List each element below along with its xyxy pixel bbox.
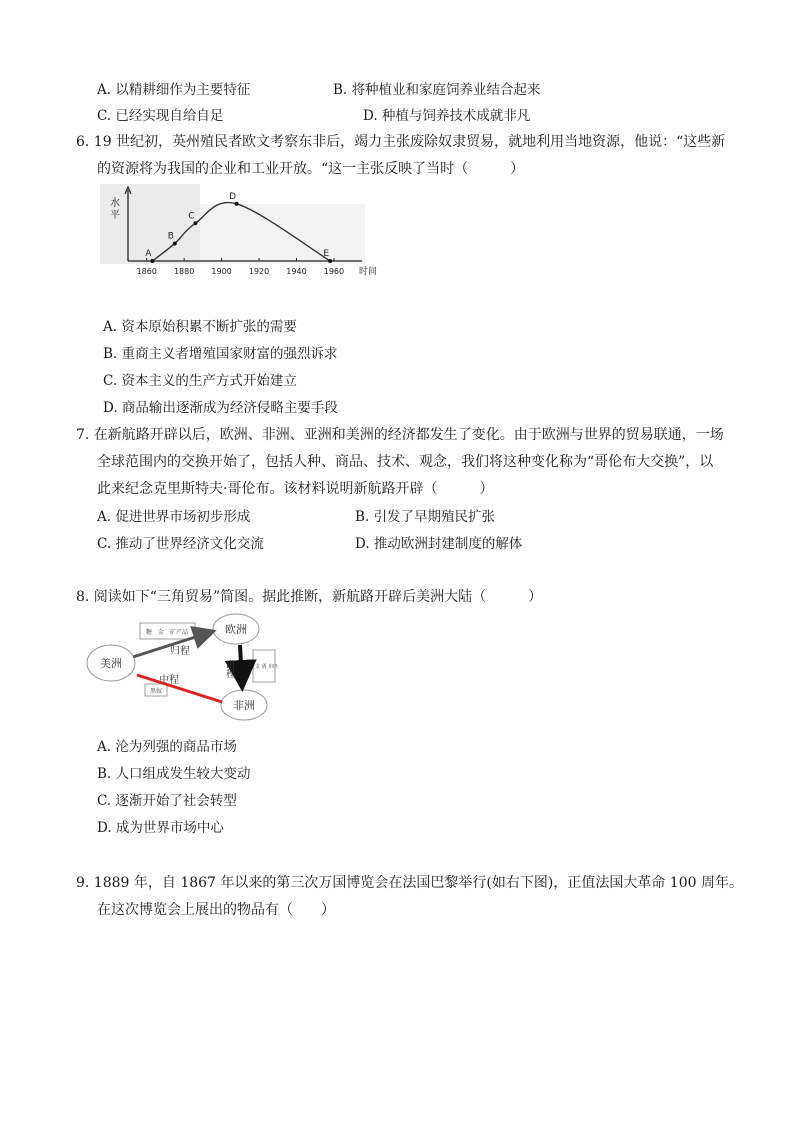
q8-option-a: A. 沦为列强的商品市场 [97, 739, 237, 755]
q5-option-d: D. 种植与饲养技术成就非凡 [363, 108, 531, 124]
q8-stem: 8. 阅读如下“三角贸易”简图。据此推断，新航路开辟后美洲大陆（ ） [76, 589, 543, 605]
cargo-to-africa: 枪支 酒 布匹 [249, 664, 279, 670]
triangle-trade-svg [85, 612, 285, 722]
chart-x-tick-label: 1960 [323, 267, 345, 276]
chart-xlabel: 时间 [359, 267, 378, 277]
q7-stem-line1: 7. 在新航路开辟以后，欧洲、非洲、亚洲和美洲的经济都发生了变化。由于欧洲与世界的贸易联通，一场 [76, 427, 724, 443]
q6-line-chart [100, 184, 378, 284]
q6-option-d: D. 商品输出逐渐成为经济侵略主要手段 [103, 400, 338, 416]
q5-option-b: B. 将种植业和家庭饲养业结合起来 [333, 82, 541, 98]
triangle-trade-diagram [85, 612, 285, 722]
q7-option-a: A. 促进世界市场初步形成 [97, 509, 251, 525]
q6-option-a: A. 资本原始积累不断扩张的需要 [103, 319, 297, 335]
chart-x-tick-label: 1920 [248, 267, 270, 276]
chart-shade-light [200, 204, 365, 264]
q7-option-d: D. 推动欧洲封建制度的解体 [355, 536, 523, 552]
chart-ylabel-char: 水 [110, 198, 120, 209]
chart-point-a [150, 259, 154, 263]
chart-point-b [173, 241, 177, 245]
chart-point-label-e: E [323, 249, 330, 259]
chart-x-tick-label: 1940 [286, 267, 307, 276]
q9-stem-line1: 9. 1889 年，自 1867 年以来的第三次万国博览会在法国巴黎举行(如右下图)，正值法国大革命 100 周年。 [76, 875, 743, 891]
q6-option-b: B. 重商主义者增殖国家财富的强烈诉求 [103, 346, 338, 362]
q7-stem-line3: 此来纪念克里斯特夫·哥伦布。该材料说明新航路开辟（ ） [97, 481, 494, 497]
q8-option-c: C. 逐渐开始了社会转型 [97, 793, 237, 809]
chart-point-label-b: B [167, 231, 174, 242]
label-outbound-leg: 出程 [224, 660, 234, 678]
chart-x-tick-label: 1880 [173, 267, 195, 276]
chart-point-c [193, 221, 197, 225]
label-return-leg: 归程 [170, 646, 190, 657]
label-europe: 欧洲 [225, 623, 247, 636]
q9-stem-line2: 在这次博览会上展出的物品有（ ） [97, 902, 335, 918]
label-middle-leg: 中程 [159, 675, 179, 686]
label-america: 美洲 [100, 657, 122, 670]
chart-point-label-d: D [229, 191, 237, 202]
q6-stem-line2: 的资源将为我国的企业和工业开放。“这一主张反映了当时（ ） [97, 161, 525, 177]
chart-x-tick-label: 1900 [211, 267, 232, 276]
q7-option-c: C. 推动了世界经济文化交流 [97, 536, 264, 552]
chart-point-label-a: A [145, 249, 152, 259]
chart-point-e [328, 259, 332, 263]
chart-point-label-c: C [188, 211, 195, 222]
chart-ylabel-char: 平 [110, 210, 120, 221]
cargo-to-america: 黑奴 [149, 688, 163, 695]
q8-option-d: D. 成为世界市场中心 [97, 820, 224, 836]
arrow-outbound-leg [240, 645, 242, 684]
q6-stem-line1: 6. 19 世纪初，英州殖民者欧文考察东非后，竭力主张废除奴隶贸易，就地利用当地资源，他说：“这些新 [76, 134, 726, 150]
chart-x-tick-label: 1860 [136, 267, 157, 276]
chart-svg [100, 184, 378, 284]
chart-point-d [235, 202, 239, 206]
q8-option-b: B. 人口组成发生较大变动 [97, 766, 251, 782]
q6-option-c: C. 资本主义的生产方式开始建立 [103, 373, 297, 389]
cargo-to-europe: 糖 金 矿产品 [145, 629, 189, 636]
label-africa: 非洲 [233, 699, 255, 712]
q5-option-c: C. 已经实现自给自足 [97, 108, 224, 124]
q5-option-a: A. 以精耕细作为主要特征 [97, 82, 251, 98]
q7-option-b: B. 引发了早期殖民扩张 [355, 509, 496, 525]
q7-stem-line2: 全球范围内的交换开始了，包括人种、商品、技术、观念，我们将这种变化称为“哥伦布大交换”，以 [97, 454, 714, 470]
